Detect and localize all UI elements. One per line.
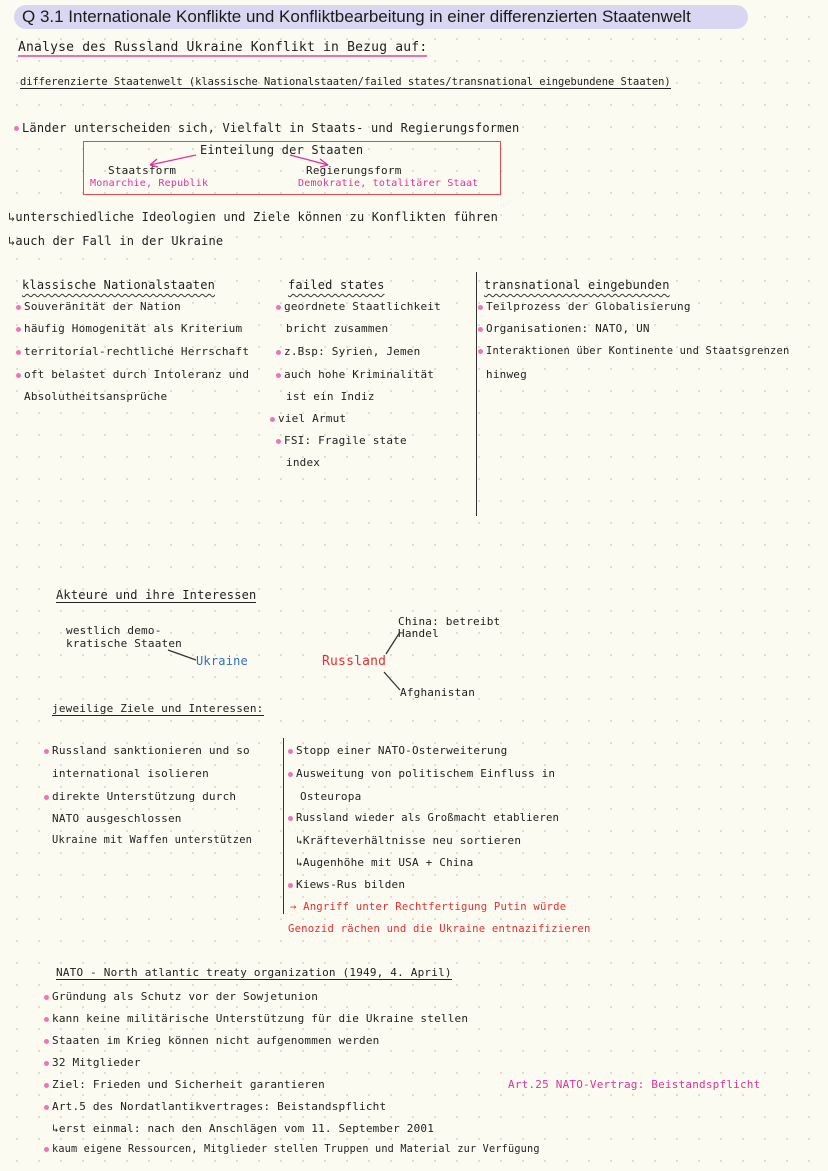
actor-russia: Russland <box>322 654 387 669</box>
box-left-label: Staatsform <box>108 164 177 177</box>
classic-item-0: Souveränität der Nation <box>16 300 181 313</box>
goals-divider <box>283 738 284 914</box>
failed-item-5: viel Armut <box>270 412 346 425</box>
box-title: Einteilung der Staaten <box>200 143 364 157</box>
transnational-item-1: Organisationen: NATO, UN <box>478 322 650 335</box>
col-transnational-heading: transnational eingebunden <box>484 278 670 292</box>
box-right-label: Regierungsform <box>306 164 402 177</box>
nato-item-6: ↳erst einmal: nach den Anschlägen vom 11. September 2001 <box>52 1122 435 1135</box>
transnational-item-0: Teilprozess der Globalisierung <box>478 300 691 313</box>
box-right-examples: Demokratie, totalitärer Staat <box>298 178 479 189</box>
actor-connectors <box>150 620 420 700</box>
goals-right-6: Kiews-Rus bilden <box>288 878 405 891</box>
nato-item-3: 32 Mitglieder <box>44 1056 141 1069</box>
goals-red-2: Genozid rächen und die Ukraine entnazifizieren <box>288 923 591 935</box>
nato-item-2: Staaten im Krieg können nicht aufgenommen werden <box>44 1034 379 1047</box>
box-arrows <box>140 152 360 172</box>
consequence-1: ↳unterschiedliche Ideologien und Ziele können zu Konflikten führen <box>8 210 499 224</box>
goals-left-2: direkte Unterstützung durch <box>44 790 236 803</box>
col-failed-heading: failed states <box>288 278 385 292</box>
nato-item-4: Ziel: Frieden und Sicherheit garantieren <box>44 1078 325 1091</box>
nato-item-7: kaum eigene Ressourcen, Mitglieder stellen Truppen und Material zur Verfügung <box>44 1144 540 1155</box>
failed-item-0: geordnete Staatlichkeit <box>276 300 441 313</box>
classic-item-1: häufig Homogenität als Kriterium <box>16 322 242 335</box>
failed-item-1: bricht zusammen <box>286 322 389 335</box>
failed-item-6: FSI: Fragile state <box>276 434 407 447</box>
actors-heading: Akteure und ihre Interessen <box>56 588 257 602</box>
nato-heading: NATO - North atlantic treaty organization (1949, 4. April) <box>56 966 452 979</box>
actor-west: westlich demo- kratische Staaten <box>66 624 182 650</box>
actor-ukraine: Ukraine <box>196 654 248 668</box>
transnational-item-2: Interaktionen über Kontinente und Staatsgrenzen <box>478 345 789 357</box>
goals-right-2: Osteuropa <box>300 790 362 803</box>
transnational-item-3: hinweg <box>486 368 527 381</box>
col-classic-heading: klassische Nationalstaaten <box>22 278 216 292</box>
nato-item-5: Art.5 des Nordatlantikvertrages: Beistandspflicht <box>44 1100 386 1113</box>
nato-item-0: Gründung als Schutz vor der Sowjetunion <box>44 990 318 1003</box>
analysis-heading: Analyse des Russland Ukraine Konflikt in Bezug auf: <box>18 40 428 55</box>
goals-right-4: ↳Kräfteverhältnisse neu sortieren <box>296 834 522 847</box>
goals-left-1: international isolieren <box>52 767 209 780</box>
goals-left-3: NATO ausgeschlossen <box>52 812 182 825</box>
nato-item-1: kann keine militärische Unterstützung für die Ukraine stellen <box>44 1012 468 1025</box>
failed-item-3: auch hohe Kriminalität <box>276 368 434 381</box>
classic-item-3: oft belastet durch Intoleranz und <box>16 368 249 381</box>
failed-item-2: z.Bsp: Syrien, Jemen <box>276 345 420 358</box>
goals-red-1: → Angriff unter Rechtfertigung Putin würde <box>290 901 567 913</box>
subheading: differenzierte Staatenwelt (klassische Nationalstaaten/failed states/transnational eingebundene Staaten) <box>20 76 671 88</box>
classic-item-2: territorial-rechtliche Herrschaft <box>16 345 249 358</box>
goals-heading: jeweilige Ziele und Interessen: <box>52 702 264 715</box>
nato-side-note: Art.25 NATO-Vertrag: Beistandspflicht <box>508 1078 761 1091</box>
goals-right-5: ↳Augenhöhe mit USA + China <box>296 856 474 869</box>
goals-right-1: Ausweitung von politischem Einfluss in <box>288 767 555 780</box>
consequence-2: ↳auch der Fall in der Ukraine <box>8 234 224 248</box>
failed-item-4: ist ein Indiz <box>286 390 375 403</box>
goals-right-3: Russland wieder als Großmacht etablieren <box>288 812 559 824</box>
goals-left-4: Ukraine mit Waffen unterstützen <box>52 834 253 846</box>
goals-right-0: Stopp einer NATO-Osterweiterung <box>288 744 508 757</box>
failed-item-7: index <box>286 456 321 469</box>
actor-afghanistan: Afghanistan <box>400 686 476 699</box>
classic-item-4: Absolutheitsansprüche <box>24 390 168 403</box>
intro-text: Länder unterscheiden sich, Vielfalt in Staats- und Regierungsformen <box>14 121 519 135</box>
goals-left-0: Russland sanktionieren und so <box>44 744 250 757</box>
page-title: Q 3.1 Internationale Konflikte und Konfliktbearbeitung in einer differenzierten Staatenwelt <box>22 7 691 26</box>
box-left-examples: Monarchie, Republik <box>90 178 209 189</box>
actor-china: China: betreibt Handel <box>398 615 501 640</box>
